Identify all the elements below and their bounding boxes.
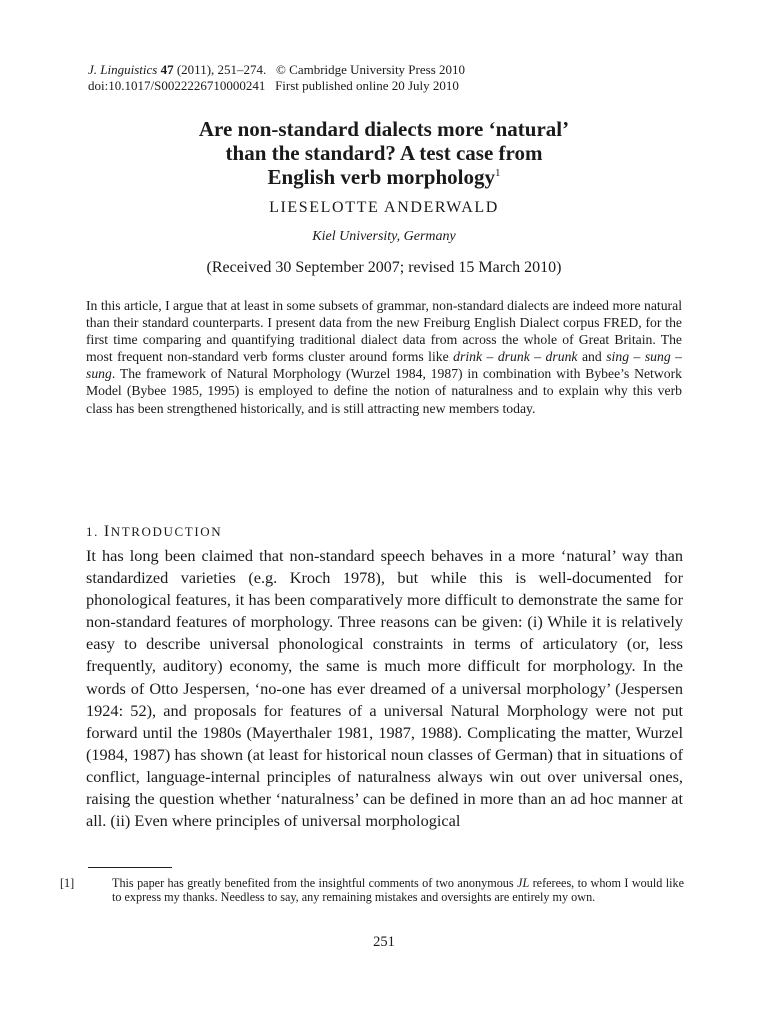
footnote-rule xyxy=(88,867,172,868)
body-paragraph: It has long been claimed that non-standard speech behaves in a more ‘natural’ way than standardized varieties (e.g. Kroch 1978), but while this is well-documented for phonological features, it has been comparatively more difficult to demonstrate the same for non-standard features of morphology. Three reasons can be given: (i) While it is relatively easy to describe universal phonological constraints in terms of articulatory (or, less frequently, auditory) economy, the same is much more difficult for morphology. In the words of Otto Jespersen, ‘no-one has ever dreamed of a universal morphology’ (Jespersen 1924: 52), and proposals for features of a universal Natural Morphology were not put forward until the 1980s (Mayerthaler 1981, 1987, 1988). Complicating the matter, Wurzel (1984, 1987) has shown (at least for historical noun classes of German) that in situations of conflict, language-internal principles of naturalness always win out over universal ones, raising the question whether ‘naturalness’ can be defined in more than an ad hoc manner at all. (ii) Even where principles of universal morphological xyxy=(86,546,683,831)
doi: doi:10.1017/S0022226710000241 xyxy=(88,78,266,93)
title-line-3 xyxy=(84,165,684,189)
abstract xyxy=(86,297,682,417)
section-title-rest: NTRODUCTION xyxy=(110,524,223,539)
footnote-jl: JL xyxy=(517,876,530,890)
footnote-text-a: This paper has greatly benefited from the insightful comments of two anonymous xyxy=(112,876,514,890)
citation-pages: (2011), 251–274. xyxy=(176,62,267,77)
doi-line xyxy=(88,78,465,94)
section-heading xyxy=(86,523,222,541)
footnote-text-b: referees, to whom I would like to express my thanks. Needless to say, any remaining mistakes and oversights are entirely my own. xyxy=(112,876,684,905)
citation-line xyxy=(88,62,465,78)
footnote-marker: [1] xyxy=(60,876,75,890)
abstract-part-1: In this article, I argue that at least in some subsets of grammar, non-standard dialects are indeed more natural than their standard counterparts. I present data from the new Freiburg English Dialect corpus FRED, for the first time comparing and quantifying traditional dialect data from across the whole of Great Britain. The most frequent non-standard verb forms cluster around forms like xyxy=(86,298,682,365)
publication-date: First published online 20 July 2010 xyxy=(275,78,459,93)
page-number: 251 xyxy=(373,934,395,950)
title-line-1: Are non-standard dialects more ‘natural’ xyxy=(198,117,570,141)
journal-header xyxy=(88,62,465,94)
abstract-example-1: drink – drunk – drunk xyxy=(453,349,578,365)
author-affiliation: Kiel University, Germany xyxy=(312,229,456,244)
abstract-and: and xyxy=(581,349,602,365)
footnote xyxy=(60,876,684,905)
volume-number: 47 xyxy=(160,62,174,77)
title-line-3-text: English verb morphology xyxy=(267,165,496,189)
author-name: LIESELOTTE ANDERWALD xyxy=(269,199,499,216)
abstract-example-2: sing – sung – sung xyxy=(86,349,683,382)
section-number: 1. xyxy=(86,524,99,539)
title-line-2: than the standard? A test case from xyxy=(225,141,543,165)
copyright-notice: © Cambridge University Press 2010 xyxy=(276,62,466,77)
received-dates: (Received 30 September 2007; revised 15 March 2010) xyxy=(206,259,562,276)
section-initial: I xyxy=(103,523,111,540)
abstract-part-2: . The framework of Natural Morphology (Wurzel 1984, 1987) in combination with Bybee’s Network Model (Bybee 1985, 1995) is employed to define the notion of naturalness and to explain why this verb class has been strengthened historically, and is still attracting new members today. xyxy=(86,366,682,416)
title-footnote-marker[interactable]: 1 xyxy=(495,167,501,179)
article-title xyxy=(84,117,684,189)
journal-name: J. Linguistics xyxy=(88,62,158,77)
